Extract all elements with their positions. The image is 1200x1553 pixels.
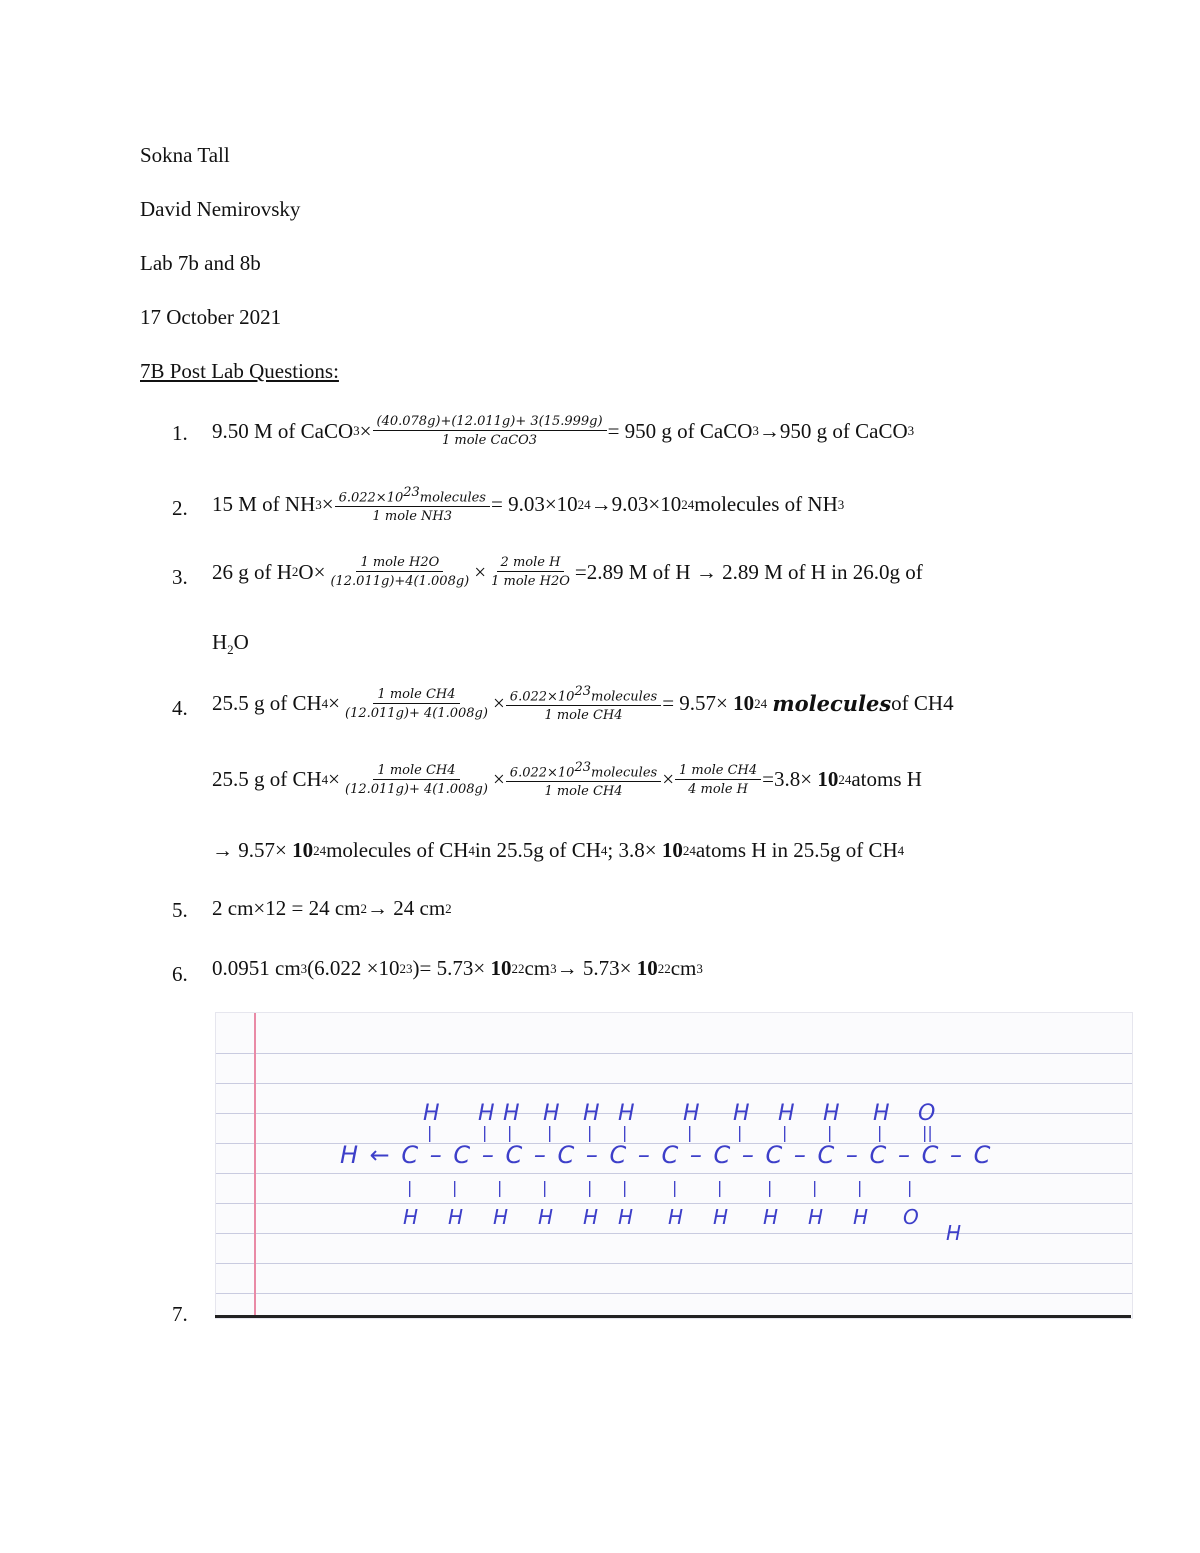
bond-line: ||	[922, 1123, 933, 1142]
bond-line: |	[812, 1178, 818, 1197]
hydrogen-atom: H	[763, 1205, 779, 1229]
section-title: 7B Post Lab Questions:	[140, 359, 339, 383]
q1-fraction: $\frac{(40.078g)+(12.011g)+ 3(15.999g)}{\text{1 mole CaCO3}}$	[373, 414, 607, 448]
hydrogen-atom: H	[583, 1101, 600, 1126]
notebook-rule	[216, 1293, 1132, 1294]
bond-line: |	[542, 1178, 548, 1197]
bond-line: |	[497, 1178, 503, 1197]
notebook-rule	[216, 1113, 1132, 1114]
bond-line: |	[907, 1178, 913, 1197]
q3-number: 3.	[172, 565, 188, 589]
notebook-rule	[216, 1263, 1132, 1264]
q4-fraction-ch4: $\frac{\text{1 mole CH4}}{(12.011g)+ 4(1.008g)}$	[345, 686, 488, 721]
bond-line: |	[622, 1178, 628, 1197]
end-hydrogen: H	[946, 1221, 962, 1245]
q4-fraction-hydrogen: $\frac{\text{1 mole CH4}}{\text{4 mole H}}$	[675, 763, 761, 797]
q2-number: 2.	[172, 496, 188, 520]
bond-line: |	[452, 1178, 458, 1197]
hydrogen-atom: H	[478, 1101, 495, 1126]
hydrogen-atom: H	[493, 1205, 509, 1229]
q3-fraction-1: $\frac{\text{1 mole H2O}}{(12.011g)+4(1.008g)}$	[330, 555, 470, 589]
hydrogen-atom: H	[583, 1205, 599, 1229]
q3-fraction-2: $\frac{\text{2 mole H}}{\text{1 mole H2O}}$	[491, 555, 570, 589]
handwritten-structure-image	[215, 1012, 1133, 1319]
carbon-chain: H ← C – C – C – C – C – C – C – C – C – C – C – C	[340, 1141, 993, 1169]
hydrogen-atom: H	[618, 1205, 634, 1229]
q5-equation: 2 cm×12 = 24 cm 2 → 24 cm 2	[212, 896, 452, 920]
hydrogen-atom: H	[733, 1101, 750, 1126]
oxygen-atom: O	[918, 1101, 936, 1126]
hydrogen-atom: H	[503, 1101, 520, 1126]
q1-number: 1.	[172, 421, 188, 445]
bond-line: |	[622, 1123, 628, 1142]
notebook-rule	[216, 1203, 1132, 1204]
bond-line: |	[407, 1178, 413, 1197]
hydrogen-atom: H	[618, 1101, 635, 1126]
oxygen-atom: O	[903, 1205, 919, 1229]
hydrogen-atom: H	[543, 1101, 560, 1126]
bond-line: |	[587, 1123, 593, 1142]
hydrogen-atom: H	[778, 1101, 795, 1126]
notebook-rule	[216, 1233, 1132, 1234]
bond-line: |	[827, 1123, 833, 1142]
q5-number: 5.	[172, 898, 188, 922]
hydrogen-atom: H	[683, 1101, 700, 1126]
hydrogen-atom: H	[403, 1205, 419, 1229]
q7-number: 7.	[172, 1302, 188, 1326]
hydrogen-atom: H	[873, 1101, 890, 1126]
q4-equation-molecules: 25.5 g of CH 4 × $\frac{\text{1 mole CH4}}{(12.011g)+ 4(1.008g)}$ × $\frac{6.022\times 10^{23}molecules}{\text{1 mole CH4}}$ = 9.57× 10 24 molecules of CH4	[212, 684, 954, 724]
notebook-rule	[216, 1053, 1132, 1054]
hydrogen-atom: H	[423, 1101, 440, 1126]
q2-fraction: $\frac{6.022\times 10^{23}molecules}{\text{1 mole NH3}}$	[335, 485, 490, 524]
bond-line: |	[767, 1178, 773, 1197]
q4-fraction-avogadro-b: $\frac{6.022\times 10^{23}molecules}{\text{1 mole CH4}}$	[506, 760, 661, 799]
author-2: David Nemirovsky	[140, 197, 301, 221]
q2-equation: 15 M of NH 3 × $\frac{6.022\times 10^{23}molecules}{\text{1 mole NH3}}$ = 9.03×10 24 → 9.03×10 24 molecules of NH 3	[212, 485, 845, 525]
q6-number: 6.	[172, 962, 188, 986]
bond-line: |	[782, 1123, 788, 1142]
bond-line: |	[857, 1178, 863, 1197]
q3-equation: 26 g of H 2 O× $\frac{\text{1 mole H2O}}{(12.011g)+4(1.008g)}$ × $\frac{\text{2 mole H}}{\text{1 mole H2O}}$ =2.89 M of H → 2.89 M of H in 26.0g of	[212, 555, 923, 589]
author-1: Sokna Tall	[140, 143, 230, 167]
hydrogen-atom: H	[808, 1205, 824, 1229]
q4-fraction-avogadro: $\frac{6.022\times 10^{23}molecules}{\text{1 mole CH4}}$	[506, 684, 661, 723]
bond-line: |	[877, 1123, 883, 1142]
hydrogen-atom: H	[668, 1205, 684, 1229]
bond-line: |	[547, 1123, 553, 1142]
bond-line: |	[672, 1178, 678, 1197]
bond-line: |	[507, 1123, 513, 1142]
q6-equation: 0.0951 cm 3 (6.022 ×10 23 )= 5.73× 10 22 cm 3 → 5.73× 10 22 cm 3	[212, 956, 703, 980]
bond-line: |	[482, 1123, 488, 1142]
lab-title: Lab 7b and 8b	[140, 251, 261, 275]
q4-equation-atoms: 25.5 g of CH 4 × $\frac{\text{1 mole CH4}}{(12.011g)+ 4(1.008g)}$ × $\frac{6.022\times 10^{23}molecules}{\text{1 mole CH4}}$ × $\frac{\text{1 mole CH4}}{\text{4 mole H}}$ =3.8× 10 24 atoms H	[212, 760, 922, 800]
notebook-margin-line	[254, 1013, 256, 1318]
image-bottom-border	[215, 1315, 1131, 1318]
date: 17 October 2021	[140, 305, 282, 329]
bond-line: |	[427, 1123, 433, 1142]
q4-number: 4.	[172, 696, 188, 720]
notebook-rule	[216, 1173, 1132, 1174]
bond-line: |	[717, 1178, 723, 1197]
q4-summary: → 9.57× 10 24 molecules of CH 4 in 25.5g of CH 4 ; 3.8× 10 24 atoms H in 25.5g of CH 4	[212, 838, 905, 862]
q4-fraction-ch4-b: $\frac{\text{1 mole CH4}}{(12.011g)+ 4(1.008g)}$	[345, 762, 488, 797]
hydrogen-atom: H	[823, 1101, 840, 1126]
q3-continuation: $H_2O$	[212, 630, 249, 658]
bond-line: |	[587, 1178, 593, 1197]
hydrogen-atom: H	[713, 1205, 729, 1229]
notebook-rule	[216, 1083, 1132, 1084]
hydrogen-atom: H	[538, 1205, 554, 1229]
bond-line: |	[687, 1123, 693, 1142]
hydrogen-atom: H	[853, 1205, 869, 1229]
bond-line: |	[737, 1123, 743, 1142]
q1-equation: 9.50 M of CaCO 3 × $\frac{(40.078g)+(12.011g)+ 3(15.999g)}{\text{1 mole CaCO3}}$ = 950 g of CaCO 3 → 950 g of CaCO 3	[212, 414, 915, 448]
hydrogen-atom: H	[448, 1205, 464, 1229]
